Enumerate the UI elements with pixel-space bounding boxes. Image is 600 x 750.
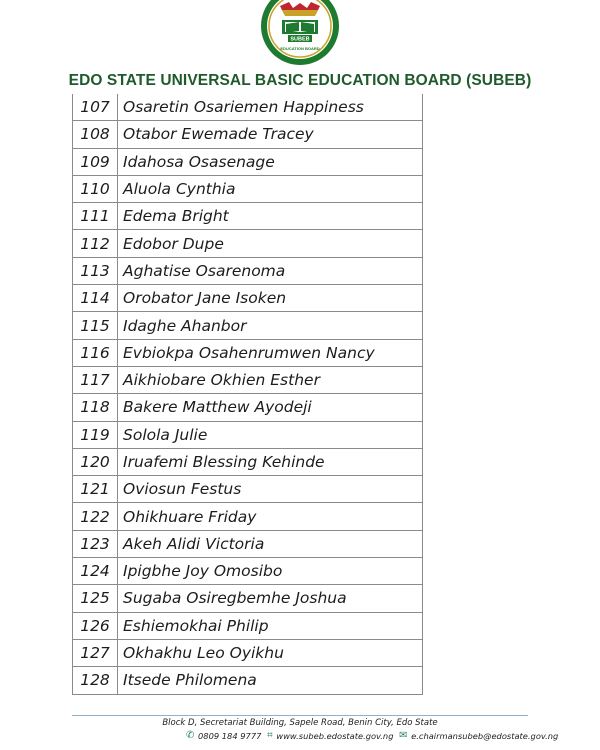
subeb-logo-icon (258, 0, 342, 66)
row-number: 110 (73, 175, 118, 202)
row-name: Evbiokpa Osahenrumwen Nancy (118, 339, 423, 366)
row-name: Aghatise Osarenoma (118, 257, 423, 284)
footer-divider (72, 715, 528, 716)
footer-website[interactable]: www.subeb.edostate.gov.ng (276, 730, 394, 741)
table-row (73, 503, 423, 530)
table-row (73, 476, 423, 503)
row-name: Edema Bright (118, 203, 423, 230)
row-number: 119 (73, 421, 118, 448)
email-icon: ✉ (399, 730, 408, 741)
phone-icon: ✆ (186, 730, 195, 741)
row-name: Oviosun Festus (118, 476, 423, 503)
table-row (73, 366, 423, 393)
table-row (73, 448, 423, 475)
row-name: Iruafemi Blessing Kehinde (118, 448, 423, 475)
row-number: 117 (73, 366, 118, 393)
row-number: 128 (73, 667, 118, 694)
row-number: 126 (73, 612, 118, 639)
table-row (73, 121, 423, 148)
footer-email[interactable]: e.chairmansubeb@edostate.gov.ng (411, 730, 559, 741)
row-name: Aikhiobare Okhien Esther (118, 366, 423, 393)
row-name: Orobator Jane Isoken (118, 285, 423, 312)
row-number: 124 (73, 558, 118, 585)
row-number: 113 (73, 257, 118, 284)
table-row (73, 558, 423, 585)
row-number: 120 (73, 448, 118, 475)
table-row (73, 94, 423, 121)
logo-badge-text: SUBEB (290, 36, 310, 43)
table-row (73, 175, 423, 202)
table-row (73, 639, 423, 666)
table-row (73, 667, 423, 694)
row-number: 107 (73, 94, 118, 121)
row-name: Ipigbhe Joy Omosibo (118, 558, 423, 585)
row-name: Solola Julie (118, 421, 423, 448)
row-name: Eshiemokhai Philip (118, 612, 423, 639)
footer-address: Block D, Secretariat Building, Sapele Road, Benin City, Edo State (162, 718, 438, 728)
row-number: 109 (73, 148, 118, 175)
board-title: EDO STATE UNIVERSAL BASIC EDUCATION BOARD (SUBEB) (68, 72, 532, 89)
row-name: Aluola Cynthia (118, 175, 423, 202)
row-number: 122 (73, 503, 118, 530)
table-row (73, 421, 423, 448)
table-row (73, 312, 423, 339)
row-number: 116 (73, 339, 118, 366)
table-row (73, 394, 423, 421)
row-name: Akeh Alidi Victoria (118, 530, 423, 557)
row-name: Idahosa Osasenage (118, 148, 423, 175)
row-number: 115 (73, 312, 118, 339)
row-number: 127 (73, 639, 118, 666)
web-icon: ⌗ (267, 730, 273, 741)
table-row (73, 257, 423, 284)
row-name: Itsede Philomena (118, 667, 423, 694)
row-name: Sugaba Osiregbemhe Joshua (118, 585, 423, 612)
table-row (73, 203, 423, 230)
table-row (73, 285, 423, 312)
footer-phone: 0809 184 9777 (198, 730, 262, 741)
row-number: 121 (73, 476, 118, 503)
table-row (73, 230, 423, 257)
table-row (73, 585, 423, 612)
row-number: 111 (73, 203, 118, 230)
logo-bottom-text: EDUCATION BOARD (280, 46, 320, 51)
row-number: 125 (73, 585, 118, 612)
table-row (73, 530, 423, 557)
row-number: 123 (73, 530, 118, 557)
row-number: 114 (73, 285, 118, 312)
table-row (73, 612, 423, 639)
row-number: 112 (73, 230, 118, 257)
row-number: 108 (73, 121, 118, 148)
row-name: Edobor Dupe (118, 230, 423, 257)
footer-contacts (186, 730, 558, 741)
row-name: Ohikhuare Friday (118, 503, 423, 530)
row-name: Osaretin Osariemen Happiness (118, 94, 423, 121)
row-name: Bakere Matthew Ayodeji (118, 394, 423, 421)
row-number: 118 (73, 394, 118, 421)
row-name: Otabor Ewemade Tracey (118, 121, 423, 148)
row-name: Idaghe Ahanbor (118, 312, 423, 339)
table-row (73, 339, 423, 366)
row-name: Okhakhu Leo Oyikhu (118, 639, 423, 666)
roster-table (72, 94, 423, 695)
table-row (73, 148, 423, 175)
